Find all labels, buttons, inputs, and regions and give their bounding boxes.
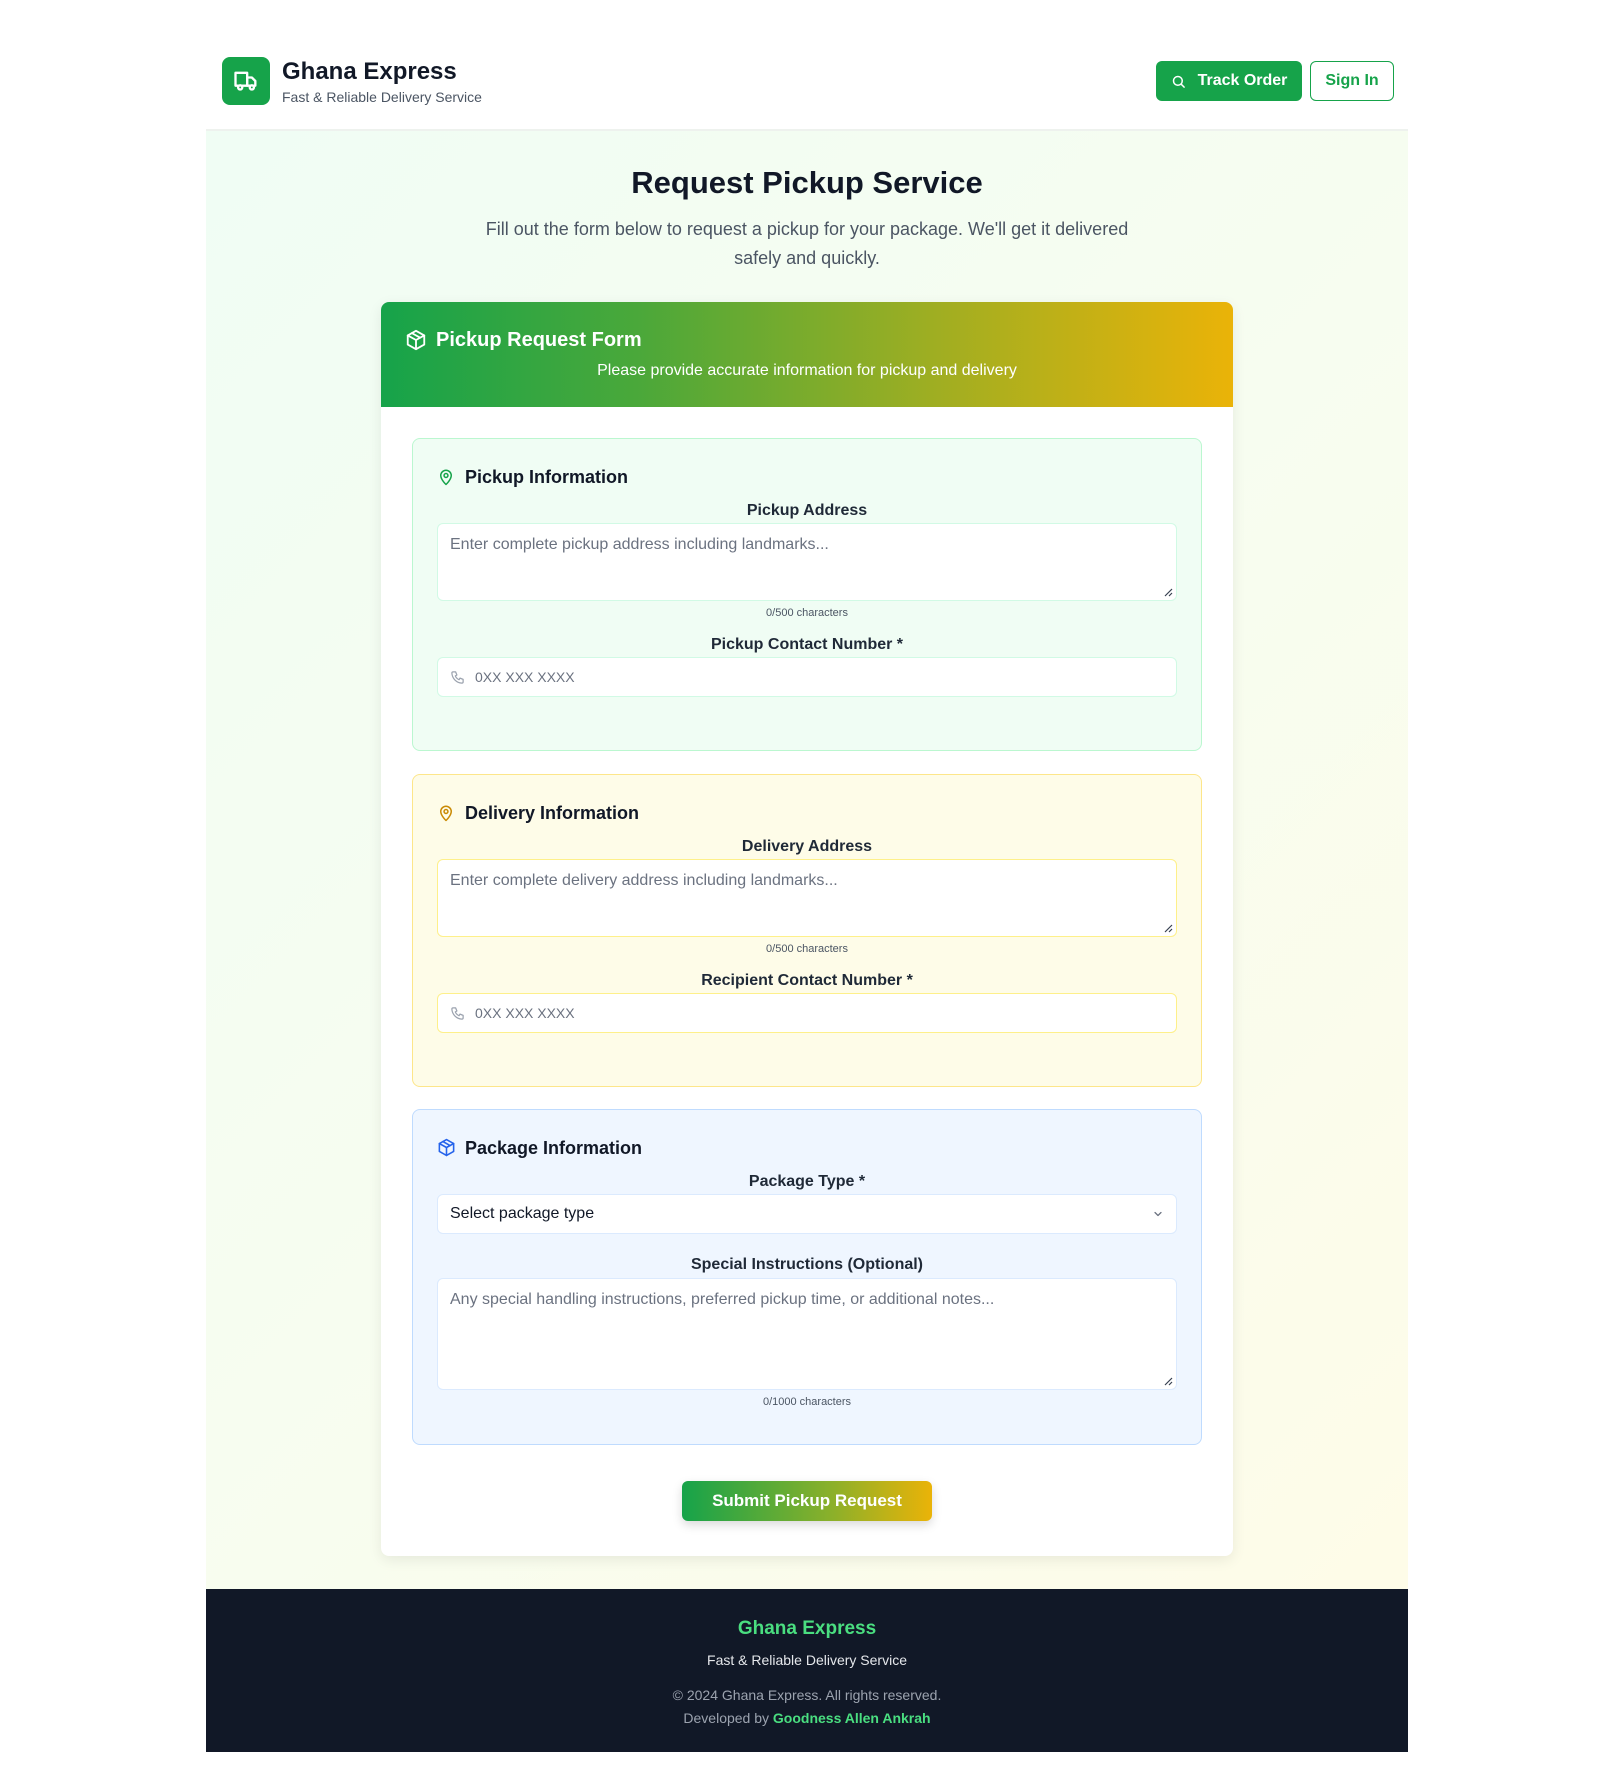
pickup-information-section xyxy=(412,438,1202,751)
page-title: Request Pickup Service xyxy=(631,165,983,200)
package-icon xyxy=(405,329,427,351)
pickup-address-placeholder: Enter complete pickup address including landmarks... xyxy=(450,536,829,553)
recipient-contact-label: Recipient Contact Number * xyxy=(701,972,913,989)
developed-by-prefix: Developed by xyxy=(683,1710,770,1726)
phone-icon xyxy=(450,1006,465,1021)
brand-title: Ghana Express xyxy=(282,58,457,85)
special-instructions-counter: 0/1000 characters xyxy=(762,1396,852,1408)
pickup-address-counter: 0/500 characters xyxy=(766,607,848,619)
search-icon xyxy=(1171,74,1186,89)
special-instructions-placeholder: Any special handling instructions, preferred pickup time, or additional notes... xyxy=(450,1291,995,1308)
delivery-address-placeholder: Enter complete delivery address including landmarks... xyxy=(450,872,838,889)
truck-icon xyxy=(232,67,260,95)
pickup-contact-input[interactable] xyxy=(437,657,1177,697)
submit-pickup-request-button[interactable]: Submit Pickup Request xyxy=(682,1481,932,1521)
package-section-title: Package Information xyxy=(465,1138,643,1158)
special-instructions-textarea[interactable] xyxy=(437,1278,1177,1390)
package-icon xyxy=(437,1138,456,1157)
page-description: Fill out the form below to request a pickup for your package. We'll get it delivered safely and quickly. xyxy=(485,219,1129,268)
page xyxy=(206,0,1408,1766)
delivery-information-section xyxy=(412,774,1202,1087)
footer-copyright: © 2024 Ghana Express. All rights reserved. xyxy=(672,1687,942,1703)
pickup-contact-label: Pickup Contact Number * xyxy=(710,636,904,653)
resize-handle-icon[interactable] xyxy=(1163,923,1173,933)
site-footer xyxy=(206,1589,1408,1752)
developer-name-link[interactable]: Goodness Allen Ankrah xyxy=(772,1710,931,1726)
map-pin-icon xyxy=(437,803,455,823)
package-type-label: Package Type * xyxy=(748,1173,866,1190)
package-information-section xyxy=(412,1109,1202,1445)
delivery-address-label: Delivery Address xyxy=(741,838,873,855)
pickup-section-title: Pickup Information xyxy=(465,467,629,487)
logo[interactable] xyxy=(222,57,270,105)
form-subtitle: Please provide accurate information for pickup and delivery xyxy=(597,362,1017,379)
pickup-address-textarea[interactable] xyxy=(437,523,1177,601)
main-content xyxy=(206,131,1408,1589)
delivery-section-title: Delivery Information xyxy=(465,803,640,823)
delivery-address-counter: 0/500 characters xyxy=(766,943,848,955)
special-instructions-label: Special Instructions (Optional) xyxy=(690,1256,924,1273)
recipient-contact-input[interactable] xyxy=(437,993,1177,1033)
delivery-address-textarea[interactable] xyxy=(437,859,1177,937)
brand-subtitle: Fast & Reliable Delivery Service xyxy=(282,89,482,105)
form-header xyxy=(381,302,1233,407)
resize-handle-icon[interactable] xyxy=(1163,1376,1173,1386)
footer-subtitle: Fast & Reliable Delivery Service xyxy=(707,1652,907,1668)
pickup-address-label: Pickup Address xyxy=(746,502,868,519)
pickup-request-card xyxy=(381,302,1233,1556)
phone-icon xyxy=(450,670,465,685)
package-type-value: Select package type xyxy=(450,1205,595,1222)
footer-brand: Ghana Express xyxy=(737,1618,877,1639)
site-header xyxy=(206,30,1408,131)
resize-handle-icon[interactable] xyxy=(1163,587,1173,597)
track-order-label: Track Order xyxy=(1197,72,1288,89)
package-type-select[interactable] xyxy=(437,1194,1177,1234)
recipient-contact-placeholder: 0XX XXX XXXX xyxy=(475,1005,575,1021)
sign-in-button[interactable]: Sign In xyxy=(1310,61,1394,101)
chevron-down-icon xyxy=(1152,1208,1164,1220)
track-order-button[interactable] xyxy=(1156,61,1302,101)
form-title: Pickup Request Form xyxy=(436,329,642,351)
map-pin-icon xyxy=(437,467,455,487)
pickup-contact-placeholder: 0XX XXX XXXX xyxy=(475,669,575,685)
footer-developer xyxy=(206,1710,1408,1726)
